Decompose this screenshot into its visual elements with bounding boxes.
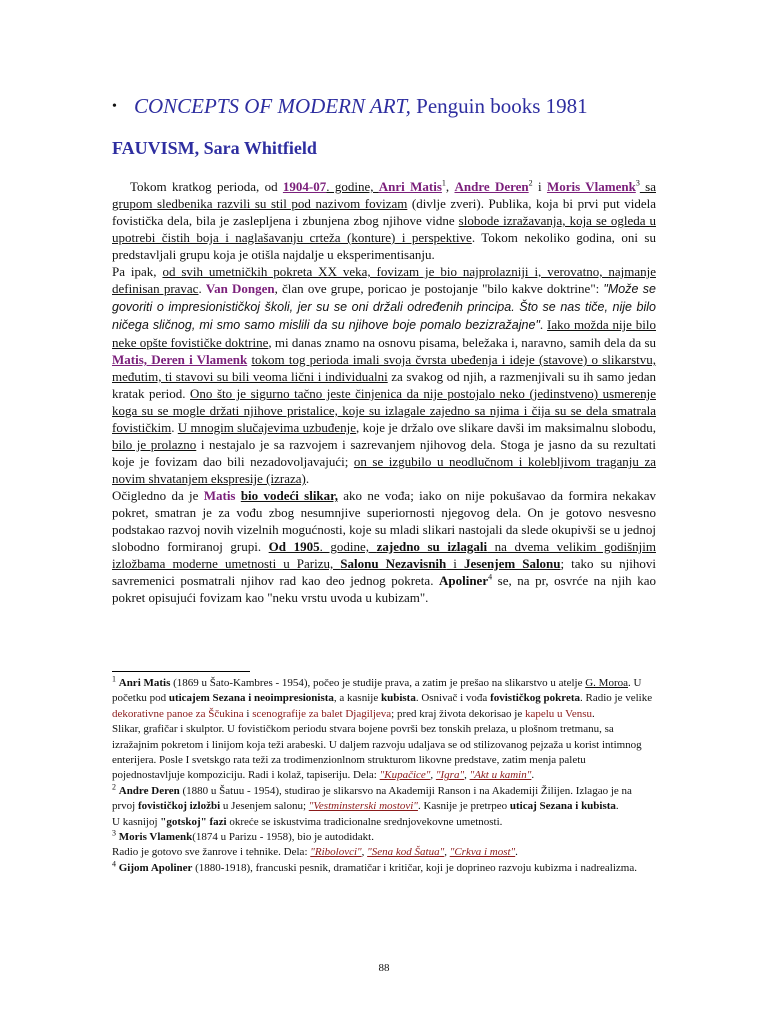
- text-underlined: Iako možda nije bilo neke opšte fovističke doktrine: [112, 317, 657, 350]
- text-underlined: od svih umetničkih pokreta XX veka, fovizam je bio najprolazniji i, verovatno, najmanje definisan pravac: [112, 264, 656, 296]
- artwork-link[interactable]: "Sena kod Šatua": [367, 846, 445, 859]
- chapter-subtitle: FAUVISM, Sara Whitfield: [112, 138, 317, 158]
- text-run: , mi danas znamo na osnovu pisama, beležaka i, naravno, samih dela da su: [268, 335, 656, 350]
- text-red: kapelu u Vensu: [524, 707, 592, 720]
- text-bold: uticajem Sezana i neoimpresionista: [168, 692, 334, 705]
- text-run: Tokom kratkog perioda, od: [130, 179, 283, 194]
- text-underlined: bilo je prolazno: [112, 437, 197, 452]
- text-run: . Tokom nekoliko godina, oni su predstavljali grupu koja je otišla najdalje u eksperimentisanju.: [112, 230, 656, 262]
- artist-link-vlamenk[interactable]: Moris Vlamenk: [546, 179, 636, 194]
- text-red: scenografije za balet Djagiljeva: [252, 707, 392, 720]
- artwork-link[interactable]: "Crkva i most": [449, 846, 516, 859]
- footnote-name: Moris Vlamenk: [118, 831, 193, 844]
- text-run: . godine,: [326, 179, 379, 194]
- artwork-link[interactable]: "Igra": [435, 769, 465, 782]
- text-run: , član ove grupe, poricao je postojanje "bilo kakve doktrine":: [274, 281, 604, 296]
- text-underlined: i: [446, 556, 464, 571]
- artist-link-deren[interactable]: Andre Deren: [454, 179, 529, 194]
- text-run: .: [305, 471, 310, 486]
- text-run: i: [532, 179, 547, 194]
- artwork-link[interactable]: "Akt u kamin": [469, 769, 532, 782]
- text-underlined: tokom tog perioda imali svoja čvrsta ubeđenja i ideje (stavove) o slikarstvu, međutim, ti stavovi su bili veoma lični i individualni: [112, 352, 657, 384]
- footnote-number: 4: [112, 859, 116, 869]
- text-run: ; tako su njihovi savremenici posmatrali njihov rad kao deo jednog pokreta.: [112, 556, 656, 588]
- text-underlined: slobode izražavanja, koja se ogleda u upotrebi čistih boja i naglašavanju crteža (konture) i perspektive: [112, 213, 656, 245]
- paragraph-1: [112, 178, 656, 263]
- text-run: ; pred kraj života dekorisao je: [391, 707, 525, 720]
- artwork-link[interactable]: "Ribolovci": [310, 846, 362, 859]
- text-run: .: [591, 707, 595, 720]
- paragraph-2: [112, 263, 656, 487]
- text-run: U kasnijoj: [112, 815, 161, 828]
- text-run: se, na pr, osvrće na njih kao pokret opisujući fovizam kao "neku vrstu uvoda u kubizam".: [112, 573, 656, 605]
- footnote-ref[interactable]: 4: [488, 572, 493, 582]
- text-run: (divlje zveri). Publika, koja bi prvi put videla fovistička dela, bila je zaslepljena i zbunjena zbog njihove vidne: [112, 196, 656, 228]
- text-run: . Kasnije je pretrpeo: [417, 800, 510, 813]
- footnote-name: Gijom Apoliner: [118, 861, 193, 874]
- text-run: . Osnivač i vođa: [415, 692, 491, 705]
- footnote-2-continued: [112, 815, 656, 830]
- text-run: .: [515, 846, 518, 859]
- text-run: i nestajalo je sa razvojem i sazrevanjem njihovog dela. Stoga je jasno da su rezultati koje je fovizam dao bili nezadovoljavajući;: [112, 437, 656, 469]
- artist-names-link[interactable]: Matis, Deren i Vlamenk: [112, 352, 248, 367]
- text-run: (1880-1918), francuski pesnik, dramatičar i kritičar, koji je doprineo razvoju kubizma i nadrealizma.: [192, 861, 637, 874]
- text-bold: uticaj Sezana i kubista: [509, 800, 616, 813]
- book-title-publisher: Penguin books 1981: [410, 94, 588, 118]
- text-run: ,: [464, 769, 470, 782]
- text-run: Slikar, grafičar i skulptor. U fovističkom periodu stvara bojene površi bez tonskih prelaza, u plošnom tretmanu, sa izražajnim pokretom i linijom koja teži arabeski. U daljem razvoju udaljava se od stilizovanog pejzaža u korist intimnog enterijera. Posle I svetskgo rata teži za trodimenzionlnom strukturom likovne predstave, zatim menja paletu pojednostavljuje kompoziciju. Radi i kolaž, tapiseriju. Dela:: [112, 723, 642, 782]
- text-red: dekorativne panoe za Ščukina: [112, 707, 244, 720]
- text-run: .: [171, 420, 178, 435]
- date-bold: Od 1905: [268, 539, 320, 554]
- footnote-number: 2: [112, 782, 116, 792]
- text-underlined: na dvema velikim godišnjim izložbama moderne umetnosti u Parizu,: [112, 539, 656, 571]
- footnote-3: [112, 830, 656, 845]
- text-bold: kubista: [380, 692, 416, 705]
- text-run: (1880 u Šatuu - 1954), studirao je slikarsvo na Akademiji Ranson i na Akademiji Žilijen. Izlagao je na prvoj: [112, 784, 632, 813]
- quote-italic: "Može se govoriti o impresionističkoj školi, jer su se oni držali određenih principa. Što se nas tiče, nije bilo ničega sličnog, mi smo samo mislili da su njihove boje pomalo bezizražajne": [112, 282, 657, 332]
- text-run: i: [243, 707, 253, 720]
- footnote-ref[interactable]: 3: [635, 178, 640, 188]
- footnote-name: Andre Deren: [118, 784, 180, 797]
- text-run: ,: [361, 846, 368, 859]
- text-underlined: G. Moroa: [585, 677, 628, 689]
- salon-name: Jesenjem Salonu: [463, 556, 561, 571]
- book-title: [112, 94, 672, 119]
- salon-name: Salonu Nezavisnih: [340, 556, 447, 571]
- body-text: [112, 178, 656, 606]
- name-apoliner: Apoliner: [438, 573, 489, 588]
- text-underlined: . godine,: [319, 539, 377, 554]
- text-underlined: U mnogim slučajevima uzbuđenje: [177, 420, 357, 435]
- text-run: za svakog od njih, a razmenjivali su ih samo jedan kratak period.: [112, 369, 656, 401]
- text-run: ,: [430, 769, 436, 782]
- footnote-3-continued: [112, 845, 656, 860]
- text-run: Radio je gotovo sve žanrove i tehnike. Dela:: [112, 846, 311, 859]
- footnote-1-continued: [112, 722, 656, 784]
- text-bold-underlined: zajedno su izlagali: [376, 539, 488, 554]
- footnote-4: [112, 861, 656, 876]
- text-run: , koje je držalo ove slikare davši im maksimalnu slobodu,: [356, 420, 656, 435]
- footnotes: [112, 676, 656, 876]
- footnote-name: Anri Matis: [118, 677, 171, 689]
- text-run: . U početku pod: [112, 677, 642, 705]
- footnote-number: 1: [112, 674, 116, 684]
- artist-name-van-dongen: Van Dongen: [205, 281, 275, 296]
- text-run: .: [539, 317, 547, 332]
- text-bold: fovističkoj izložbi: [137, 800, 221, 813]
- text-run: .: [531, 769, 535, 782]
- text-run: (1869 u Šato-Kambres - 1954), počeo je studije prava, a zatim je prešao na slikarstvo u atelje: [170, 677, 586, 689]
- text-run: ,: [445, 179, 455, 194]
- text-run: ,: [444, 846, 450, 859]
- artwork-link[interactable]: "Vestminsterski mostovi": [308, 800, 418, 813]
- footnote-separator: [112, 671, 250, 672]
- bullet-icon: •: [112, 99, 117, 114]
- text-run: (1874 u Parizu - 1958), bio je autodidakt.: [192, 831, 374, 844]
- text-run: . Radio je velike: [580, 692, 653, 705]
- text-underlined: Ono što je sigurno tačno jeste činjenica da nije postojalo neko (jedinstveno) usmerenje koga su se mogle držati njihove pristalice, koje su izlagale zajedno sa njima i čija su se dela smatrala fovističkim: [112, 386, 656, 435]
- text-run: Pa ipak,: [112, 264, 163, 279]
- footnote-2: [112, 784, 656, 815]
- footnote-1: [112, 676, 656, 722]
- book-title-italic: CONCEPTS OF MODERN ART,: [134, 94, 411, 118]
- text-bold: "gotskoj" fazi: [160, 815, 227, 828]
- text-underlined: sa grupom sledbenika razvili su stil pod nazivom fovizam: [112, 179, 656, 211]
- text-run: .: [615, 800, 619, 813]
- paragraph-3: [112, 487, 656, 606]
- artist-name-matis: Matis: [203, 488, 236, 503]
- artist-link-matis[interactable]: Anri Matis: [378, 179, 442, 194]
- text-run: .: [198, 281, 206, 296]
- date-highlight: 1904-07: [282, 179, 327, 194]
- text-run: ako ne vođa; iako on nije pokušavao da formira nekakav pokret, smatran je za vođu zbog nesumnjive superiornosti njegovog dela. On je gotovo nesvesno podstakao razvoj novih vizelnih mogućnosti, koje su mladi slikari nastojali da slede okupivši se u jednoj slobodno formiranoj grupi.: [112, 488, 656, 554]
- text-run: Očigledno da je: [112, 488, 204, 503]
- footnote-ref[interactable]: 1: [441, 178, 446, 188]
- text-run: u Jesenjem salonu;: [220, 800, 309, 813]
- page-number: 88: [378, 962, 390, 974]
- text-underlined: on se izgubilo u neodlučnom i kolebljivom traganju za novim shvatanjem ekspresije (izraza): [112, 454, 656, 486]
- text-run: okreće se iskustvima tradicionalne srednjovekovne umetnosti.: [226, 815, 503, 828]
- text-run: , a kasnije: [333, 692, 381, 705]
- footnote-number: 3: [112, 828, 116, 838]
- text-bold: fovističkog pokreta: [490, 692, 580, 705]
- footnote-ref[interactable]: 2: [528, 178, 533, 188]
- artwork-link[interactable]: "Kupačice": [379, 769, 431, 782]
- text-bold-underlined: bio vodeći slikar,: [240, 488, 338, 503]
